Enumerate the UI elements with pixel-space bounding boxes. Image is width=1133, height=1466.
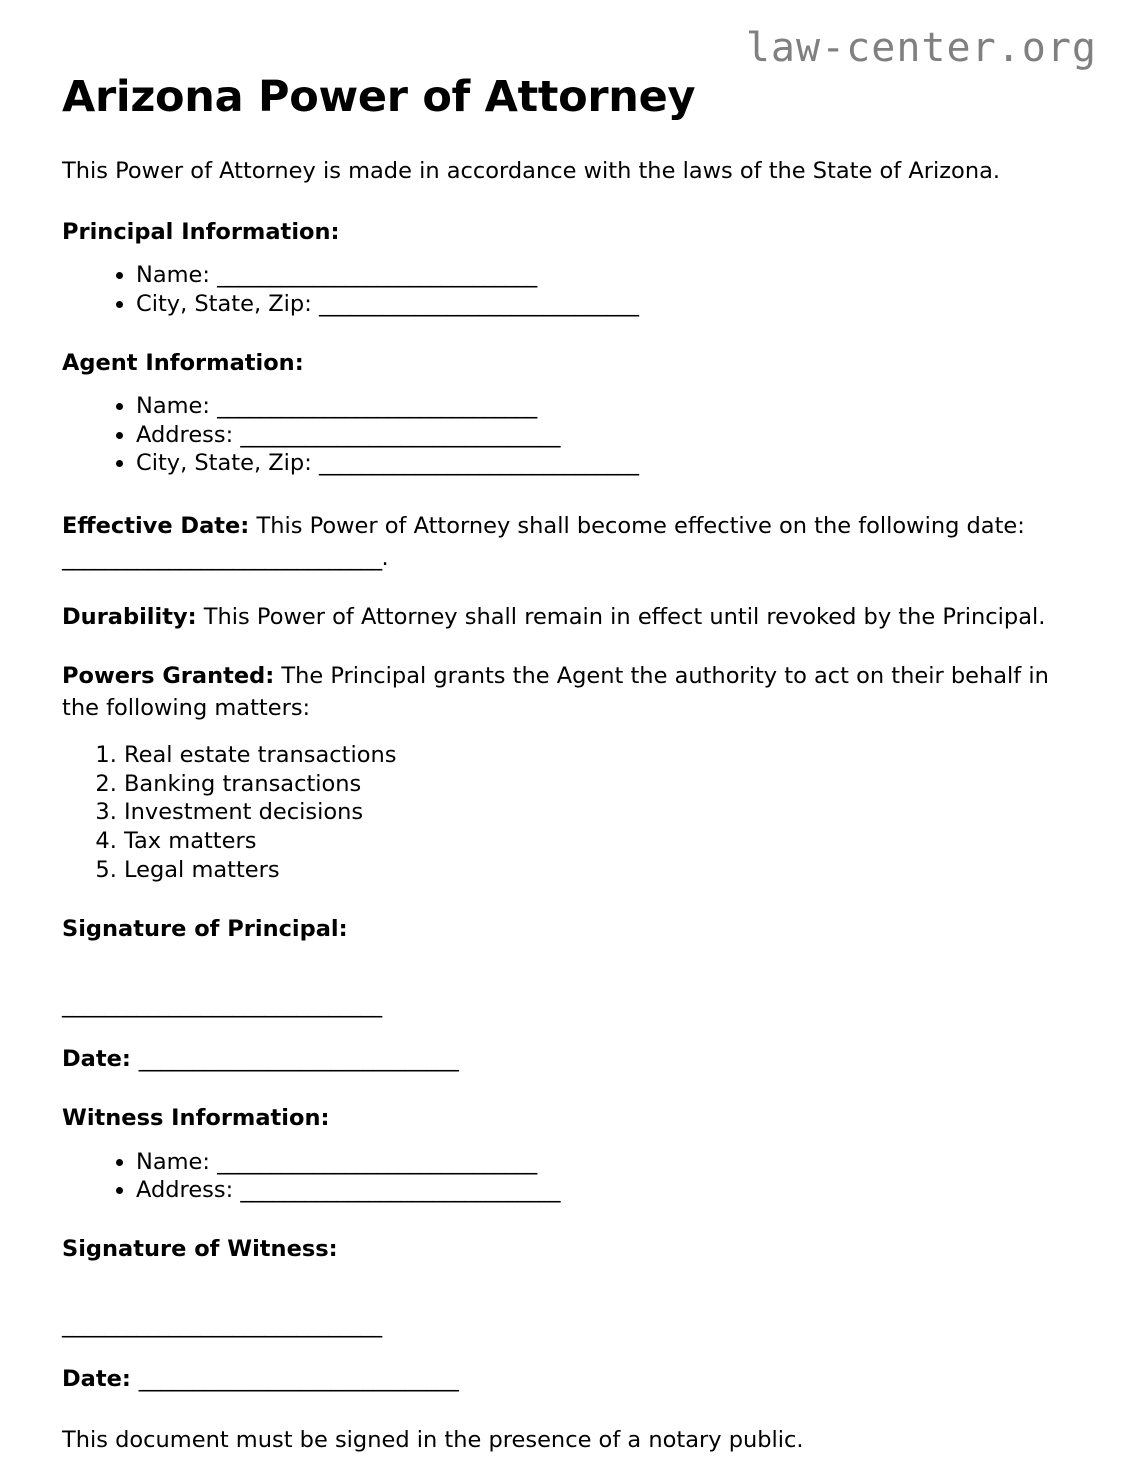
signature-of-witness-heading: Signature of Witness: — [62, 1236, 338, 1263]
principal-date-row — [62, 1019, 1071, 1074]
list-item — [136, 1176, 1071, 1205]
effective-date-blank[interactable]: ______________________________ — [62, 545, 382, 572]
witness-field-list — [62, 1134, 1071, 1206]
site-watermark: law-center.org — [745, 25, 1097, 71]
effective-date-paragraph — [62, 478, 1070, 575]
principal-information-heading: Principal Information: — [62, 218, 340, 245]
powers-granted-paragraph — [62, 634, 1070, 725]
field-blank-agent-name[interactable]: ______________________________ — [217, 392, 537, 419]
field-label-agent-address: Address: — [136, 421, 241, 448]
witness-information-heading: Witness Information: — [62, 1105, 330, 1132]
powers-granted-text: The Principal grants the Agent the authority to act on their behalf in the following matters: — [62, 662, 1049, 721]
list-item — [136, 449, 1071, 478]
field-label-principal-city-state-zip: City, State, Zip: — [136, 290, 319, 317]
list-item — [136, 1148, 1071, 1177]
durability-paragraph — [62, 575, 1070, 634]
signature-of-principal-heading: Signature of Principal: — [62, 915, 348, 942]
field-blank-witness-address[interactable]: ______________________________ — [240, 1177, 560, 1204]
list-item — [136, 421, 1071, 450]
field-blank-agent-address[interactable]: ______________________________ — [240, 421, 560, 448]
effective-date-label: Effective Date: — [62, 513, 250, 540]
list-item — [136, 261, 1071, 290]
field-label-agent-city-state-zip: City, State, Zip: — [136, 450, 319, 477]
effective-date-period: . — [381, 545, 389, 572]
field-blank-witness-name[interactable]: ______________________________ — [217, 1148, 537, 1175]
list-item: 3. Investment decisions — [124, 798, 1071, 827]
list-item: 2. Banking transactions — [124, 770, 1071, 799]
durability-label: Durability: — [62, 604, 197, 631]
witness-signature-line[interactable]: ______________________________ — [62, 1312, 382, 1339]
principal-signature-line[interactable]: ______________________________ — [62, 992, 382, 1019]
list-item: 1. Real estate transactions — [124, 741, 1071, 770]
list-item — [136, 290, 1071, 319]
list-item: 5. Legal matters — [124, 856, 1071, 885]
effective-date-text: This Power of Attorney shall become effective on the following date: — [249, 513, 1025, 540]
durability-text: This Power of Attorney shall remain in effect until revoked by the Principal. — [196, 604, 1046, 631]
powers-granted-list — [62, 725, 1071, 885]
witness-date-label: Date: — [62, 1366, 139, 1393]
field-blank-principal-name[interactable]: ______________________________ — [217, 261, 537, 288]
field-label-witness-name: Name: — [136, 1148, 218, 1175]
principal-field-list — [62, 247, 1071, 319]
intro-paragraph: This Power of Attorney is made in accordance with the laws of the State of Arizona. — [62, 157, 1001, 184]
page-title: Arizona Power of Attorney — [62, 72, 696, 122]
field-label-agent-name: Name: — [136, 392, 218, 419]
agent-information-heading: Agent Information: — [62, 349, 304, 376]
field-label-witness-address: Address: — [136, 1177, 241, 1204]
witness-date-row — [62, 1339, 1071, 1394]
notary-note: This document must be signed in the presence of a notary public. — [62, 1426, 804, 1453]
field-blank-agent-city-state-zip[interactable]: ______________________________ — [318, 450, 639, 477]
powers-granted-label: Powers Granted: — [62, 662, 275, 689]
field-label-principal-name: Name: — [136, 261, 218, 288]
principal-date-label: Date: — [62, 1046, 139, 1073]
list-item: 4. Tax matters — [124, 827, 1071, 856]
principal-date-blank[interactable]: ______________________________ — [138, 1046, 459, 1073]
agent-field-list — [62, 378, 1071, 478]
field-blank-principal-city-state-zip[interactable]: ______________________________ — [318, 290, 639, 317]
list-item — [136, 392, 1071, 421]
witness-date-blank[interactable]: ______________________________ — [138, 1366, 459, 1393]
